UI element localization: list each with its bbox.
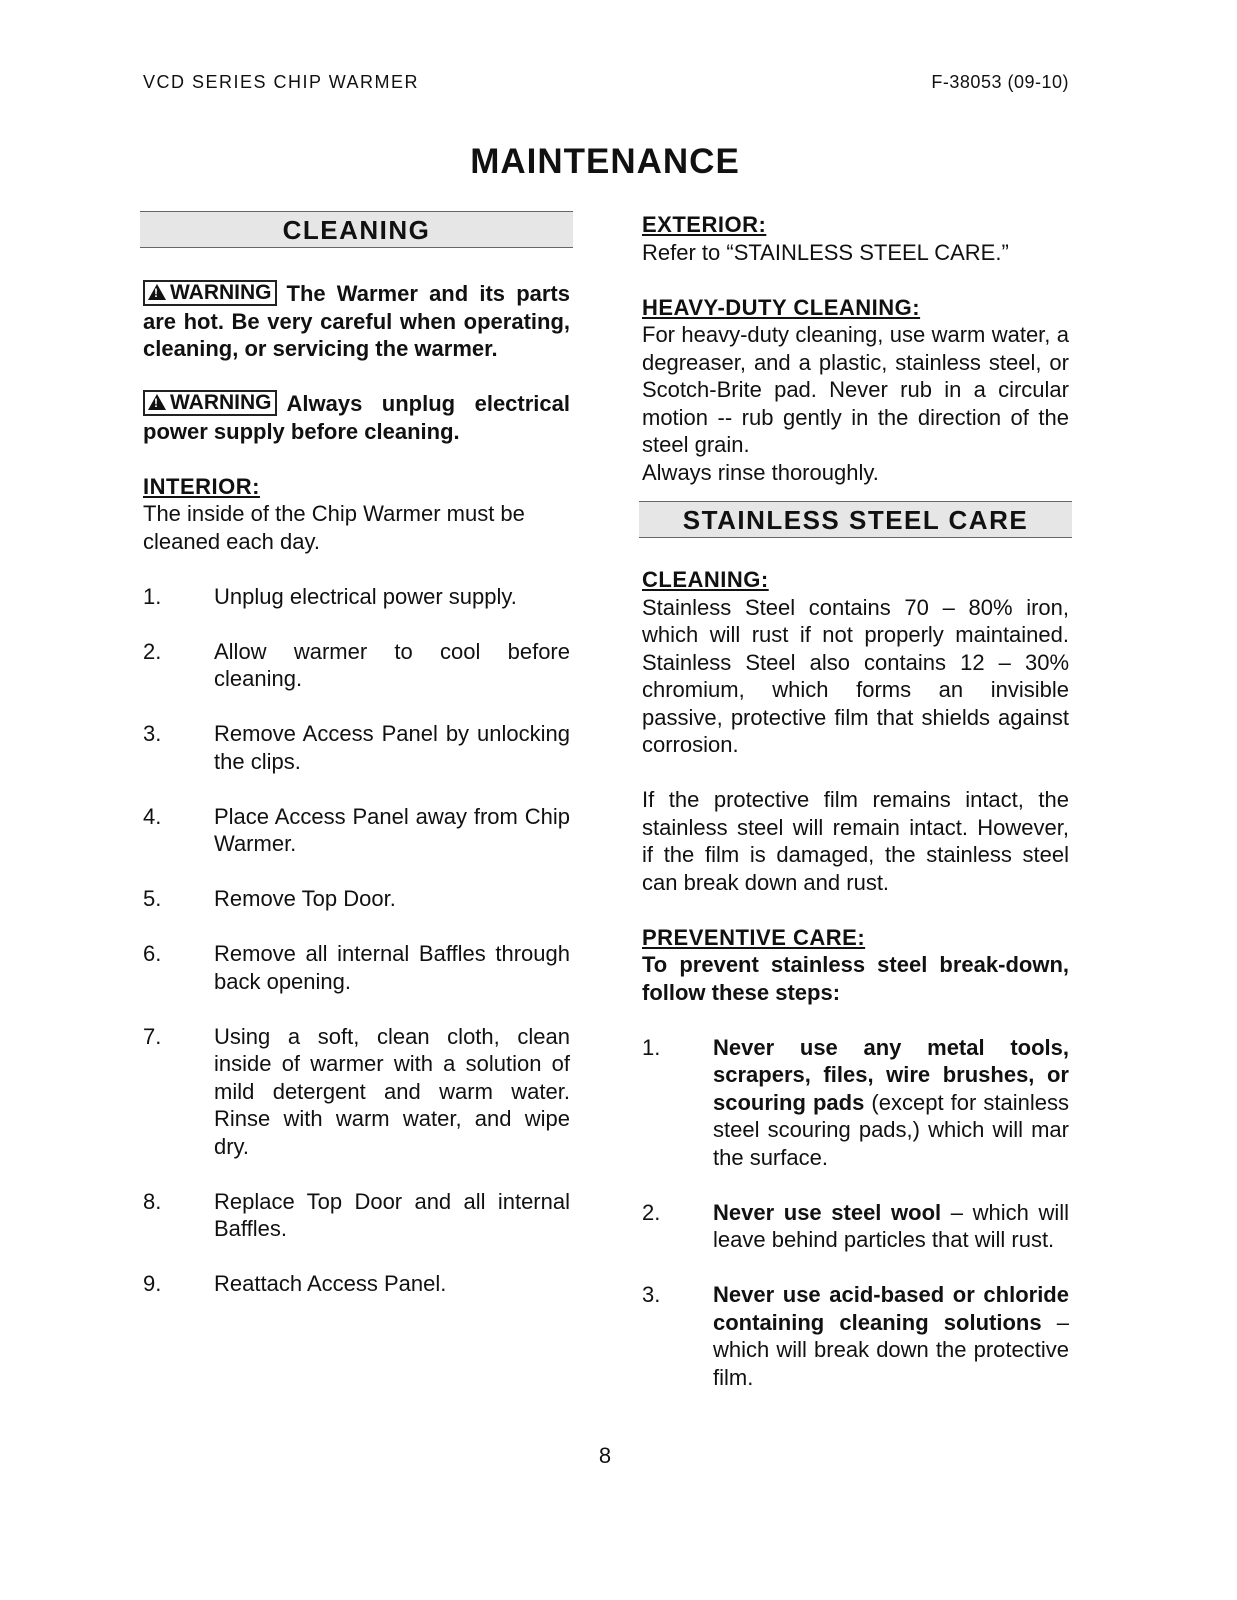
stainless-cleaning-heading: CLEANING: [642, 567, 769, 592]
stainless-cleaning-text: Stainless Steel contains 70 – 80% iron, which will rust if not properly maintained. Stainless Steel also contains 12 – 30% chromium, which forms an invisible passive, protective film that shields against corrosion. [642, 594, 1069, 757]
step-text: Reattach Access Panel. [214, 1271, 447, 1296]
step-number: 1. [143, 583, 162, 609]
stainless-steel-care-section-header: STAINLESS STEEL CARE [639, 501, 1072, 538]
warning-badge: !WARNING [143, 280, 277, 306]
step-emphasis: Never use acid-based or chloride containing cleaning solutions [713, 1282, 1069, 1335]
step-item [143, 720, 570, 775]
cleaning-section-header: CLEANING [140, 211, 573, 248]
header-form-number: F-38053 (09-10) [931, 72, 1069, 92]
right-column [639, 211, 1072, 1391]
step-number: 2. [642, 1199, 661, 1225]
step-number: 6. [143, 941, 162, 966]
warning-unplug: !WARNING Always unplug electrical power supply before cleaning. [143, 390, 570, 445]
step-item [642, 1199, 1069, 1254]
step-text [713, 1281, 1069, 1391]
heavy-duty-text: For heavy-duty cleaning, use warm water, a degreaser, and a plastic, stainless steel, or Scotch-Brite pad. Never rub in a circular motion -- rub gently in the direction of the steel grain. [642, 322, 1069, 457]
heavy-duty-heading: HEAVY-DUTY CLEANING: [642, 294, 921, 320]
step-number: 1. [642, 1034, 661, 1060]
heavy-duty-rinse-text: Always rinse thoroughly. [642, 459, 879, 485]
left-column [140, 211, 573, 1298]
step-number: 4. [143, 803, 162, 829]
step-emphasis: Never use steel wool [713, 1199, 942, 1225]
interior-heading: INTERIOR: [143, 473, 260, 499]
step-item [143, 803, 570, 858]
step-text: Place Access Panel away from Chip Warmer. [214, 803, 570, 856]
step-emphasis: Never use any metal tools, scrapers, files, wire brushes, or scouring pads [713, 1034, 1069, 1115]
step-item [143, 638, 570, 693]
interior-steps-list [143, 583, 570, 1298]
step-item [143, 885, 570, 913]
warning-triangle-icon [148, 394, 166, 410]
step-number: 3. [642, 1282, 661, 1307]
step-number: 9. [143, 1271, 162, 1296]
preventive-care-heading: PREVENTIVE CARE: [642, 924, 866, 950]
preventive-care-intro: To prevent stainless steel break-down, follow these steps: [642, 952, 1069, 1005]
step-item [642, 1281, 1069, 1391]
protective-film-text: If the protective film remains intact, the stainless steel will remain intact. However, if the film is damaged, the stainless steel can break down and rust. [642, 787, 1069, 895]
step-detail: (except for stainless steel scouring pads,) which will mar the surface. [713, 1089, 1070, 1170]
step-text [713, 1034, 1069, 1172]
step-text: Replace Top Door and all internal Baffles. [214, 1188, 570, 1241]
step-detail: – which will break down the protective film. [713, 1309, 1069, 1390]
step-text: Allow warmer to cool before cleaning. [214, 638, 570, 691]
step-text: Remove Access Panel by unlocking the clips. [214, 721, 570, 774]
page-number: 8 [598, 1443, 612, 1468]
step-text: Remove Top Door. [214, 886, 396, 911]
step-item [143, 1023, 570, 1161]
step-item [642, 1034, 1069, 1172]
exterior-text: Refer to “STAINLESS STEEL CARE.” [642, 239, 1009, 265]
step-text [713, 1199, 1069, 1254]
step-number: 7. [143, 1023, 162, 1049]
step-item [143, 1270, 570, 1298]
interior-text: The inside of the Chip Warmer must be cleaned each day. [143, 501, 525, 554]
warning-triangle-icon [148, 284, 166, 300]
warning-hot-parts: !WARNING The Warmer and its parts are hot. Be very careful when operating, cleaning, or servicing the warmer. [143, 280, 570, 363]
step-text: Remove all internal Baffles through back opening. [214, 941, 570, 994]
step-number: 8. [143, 1188, 162, 1214]
step-text: Unplug electrical power supply. [214, 583, 517, 609]
step-item [143, 583, 570, 611]
step-number: 2. [143, 638, 162, 664]
step-text: Using a soft, clean cloth, clean inside of warmer with a solution of mild detergent and warm water. Rinse with warm water, and wipe dry. [214, 1023, 570, 1159]
header-document-title: VCD SERIES CHIP WARMER [143, 72, 420, 92]
step-item [143, 940, 570, 995]
preventive-steps-list [642, 1034, 1069, 1392]
exterior-heading: EXTERIOR: [642, 212, 767, 237]
step-number: 3. [143, 721, 162, 746]
step-detail: – which will leave behind particles that will rust. [713, 1199, 1069, 1252]
page-title: MAINTENANCE [470, 142, 740, 181]
step-number: 5. [143, 886, 162, 911]
step-item [143, 1188, 570, 1243]
warning-badge: !WARNING [143, 390, 277, 416]
